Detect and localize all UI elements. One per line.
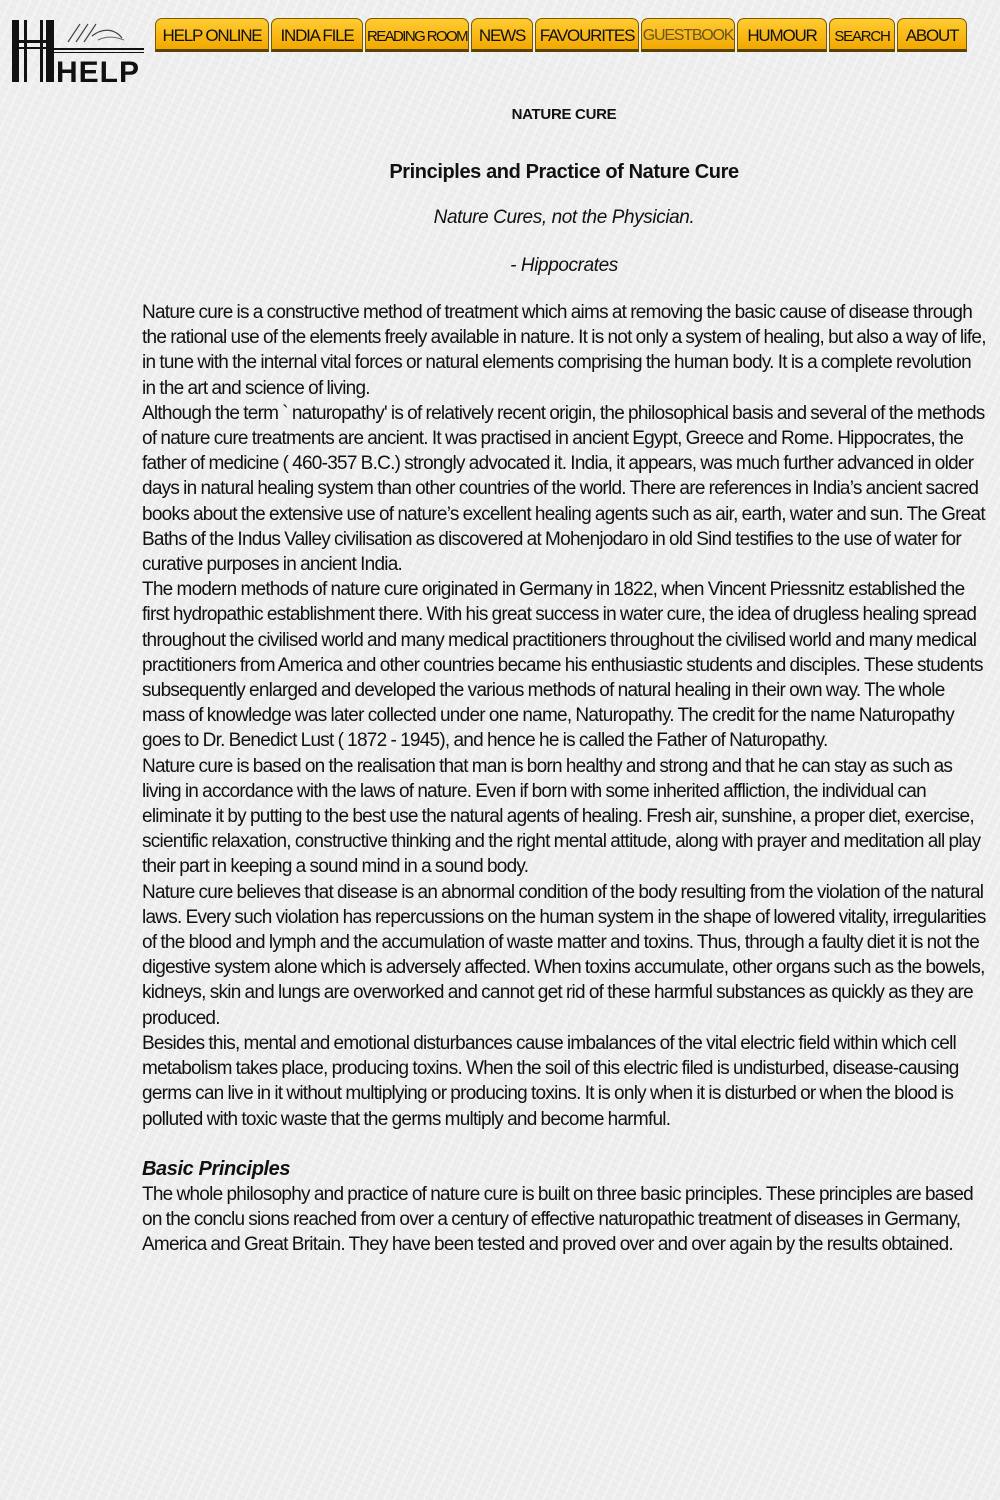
nav-tab-humour[interactable]: HUMOUR	[737, 18, 827, 52]
paragraph: Nature cure believes that disease is an abnormal condition of the body resulting from the violation of the natural laws. Every such violation has repercussions on the human system in the shape of lowered vitality, irregularities of the blood and lymph and the accumulation of waste matter and toxins. Thus, through a faulty diet it is not the digestive system alone which is adversely affected. When toxins accumulate, other organs such as the bowels, kidneys, skin and lungs are overworked and cannot get rid of these harmful substances as quickly as they are produced.	[142, 881, 986, 1029]
nav-tab-search[interactable]: SEARCH	[829, 18, 895, 52]
page-title: Principles and Practice of Nature Cure	[389, 161, 739, 183]
nav-tab-reading-room[interactable]: READING ROOM	[365, 18, 469, 52]
nav-tab-guestbook[interactable]: GUESTBOOK	[641, 18, 735, 52]
article	[142, 104, 986, 1257]
paragraph: Although the term ` naturopathy' is of relatively recent origin, the philosophical basis and several of the methods of nature cure treatments are ancient. It was practised in ancient Egypt, Greece and Rome. Hippocrates, the father of medicine ( 460-357 B.C.) strongly advocated it. India, it appears, was much further advanced in older days in natural healing system than other countries of the world. There are references in India’s ancient sacred books about the extensive use of nature’s excellent healing agents such as air, earth, water and sun. The Great Baths of the Indus Valley civilisation as discovered at Mohenjodaro in old Sind testifies to the use of water for curative purposes in ancient India.	[142, 402, 985, 576]
main-nav	[155, 18, 973, 54]
quote-author: - Hippocrates	[510, 255, 618, 276]
paragraph: Nature cure is based on the realisation that man is born healthy and strong and that he can stay as such as living in accordance with the laws of nature. Even if born with some inherited affliction, the individual can eliminate it by putting to the best use the natural agents of healing. Fresh air, sunshine, a proper diet, exercise, scientific relaxation, constructive thinking and the right mental attitude, along with prayer and meditation all play their part in keeping a sound mind in a sound body.	[142, 755, 981, 878]
site-logo[interactable]	[10, 18, 152, 86]
logo-text: HELP	[56, 56, 141, 86]
section-title: NATURE CURE	[511, 106, 617, 123]
nav-tab-help-online[interactable]: HELP ONLINE	[155, 18, 269, 52]
paragraph: The modern methods of nature cure originated in Germany in 1822, when Vincent Priessnitz established the first hydropathic establishment there. With his great success in water cure, the idea of drugless healing spread throughout the civilised world and many medical practitioners throughout the civilised world and many medical practitioners from America and other countries became his enthusiastic students and disciples. These students subsequently enlarged and developed the various methods of natural healing in their own way. The whole mass of knowledge was later collected under one name, Naturopathy. The credit for the name Naturopathy goes to Dr. Benedict Lust ( 1872 - 1945), and hence he is called the Father of Naturopathy.	[142, 579, 983, 752]
paragraph: Besides this, mental and emotional disturbances cause imbalances of the vital electric field within which cell metabolism takes place, producing toxins. When the soil of this electric filed is undisturbed, disease-causing germs can live in it without multiplying or producing toxins. It is only when it is disturbed or when the blood is polluted with toxic waste that the germs multiply and become harmful.	[142, 1032, 959, 1130]
basic-principles-heading: Basic Principles	[142, 1157, 291, 1180]
basic-principles-paragraph: The whole philosophy and practice of nature cure is built on three basic principles. These principles are based on the conclu sions reached from over a century of effective naturopathic treatment of diseases in Germany, America and Great Britain. They have been tested and proved over and over again by the results obtained.	[142, 1183, 973, 1256]
nav-tab-favourites[interactable]: FAVOURITES	[535, 18, 639, 52]
nav-tab-news[interactable]: NEWS	[471, 18, 533, 52]
help-logo-icon	[10, 18, 152, 86]
nav-tab-india-file[interactable]: INDIA FILE	[271, 18, 363, 52]
quote: Nature Cures, not the Physician.	[433, 207, 695, 228]
nav-tab-about[interactable]: ABOUT	[897, 18, 967, 52]
article-body	[142, 300, 986, 1257]
paragraph: Nature cure is a constructive method of treatment which aims at removing the basic cause of disease through the rational use of the elements freely available in nature. It is not only a system of healing, but also a way of life, in tune with the internal vital forces or natural elements comprising the human body. It is a complete revolution in the art and science of living.	[142, 302, 986, 399]
